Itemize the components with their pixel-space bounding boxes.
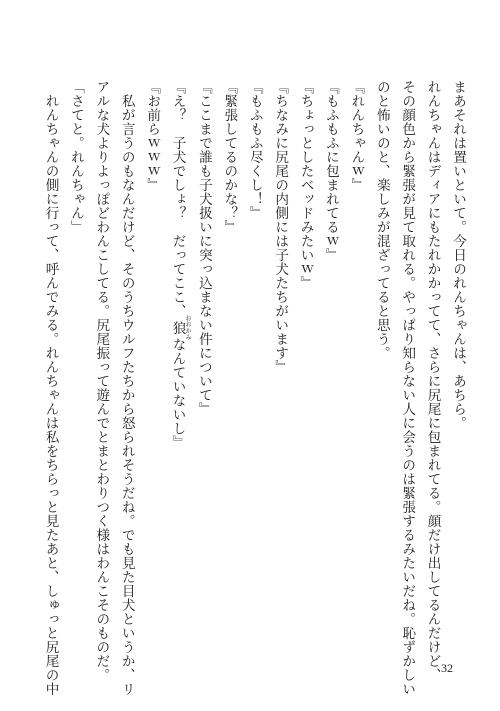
text-line-13: 『お前らｗｗｗ』: [144, 80, 161, 192]
text-line-16: 「さてと。れんちゃん」: [67, 80, 84, 234]
text-line-3: その顔色から緊張が見て取れる。やっぱり知らない人に会うのは緊張するみたいだね。恥ずかしい: [399, 80, 416, 696]
text-line-12: [164, 80, 190, 650]
text-line-14: 私が言うのもなんだけど、そのうちウルフたちから怒られそうだね。でも見た目犬というか、リ: [118, 80, 135, 696]
text-line-5: 『れんちゃんｗ』: [348, 80, 365, 192]
ruby-reading: おおかみ: [184, 315, 192, 341]
text-line-4: のと怖いのと、楽しみが混ざってると思う。: [373, 80, 390, 360]
text-line-2: れんちゃんはディアにもたれかかってて、さらに尻尾に包まれてる。顔だけ出してるんだけど、: [424, 80, 441, 682]
text-line-11: 『ここまで誰も子犬扱いに突っ込まない件について』: [195, 80, 212, 416]
page-number: 32: [441, 661, 453, 675]
text-line-6: 『もふもふに包まれてるｗ』: [322, 80, 339, 262]
text-line-10: 『緊張してるのかな？』: [221, 80, 238, 234]
text-line-17: れんちゃんの側に行って、呼んでみる。れんちゃんは私をちらっと見たあと、しゅっと尻尾の中: [42, 80, 59, 696]
ruby-base: 狼: [169, 315, 186, 341]
text-line-12-tail: なんていないし』: [169, 337, 186, 450]
ruby-wolf: [169, 315, 192, 341]
text-line-7: 『ちょっとしたベッドみたいｗ』: [297, 80, 314, 290]
text-line-15: アルな犬よりよっぽどわんこしてる。尻尾振って遊んでとまとわりつく様はわんこそのものだ。: [93, 80, 110, 682]
text-line-9: 『もふもふ尽くし！』: [246, 80, 263, 220]
text-line-12-head: 『え？ 子犬でしょ？ だってここ、: [169, 80, 186, 318]
text-line-1: まあそれは置いといて。今日のれんちゃんは、あちら。: [450, 80, 466, 430]
text-line-8: 『ちなみに尻尾の内側には子犬たちがいます』: [272, 80, 289, 374]
